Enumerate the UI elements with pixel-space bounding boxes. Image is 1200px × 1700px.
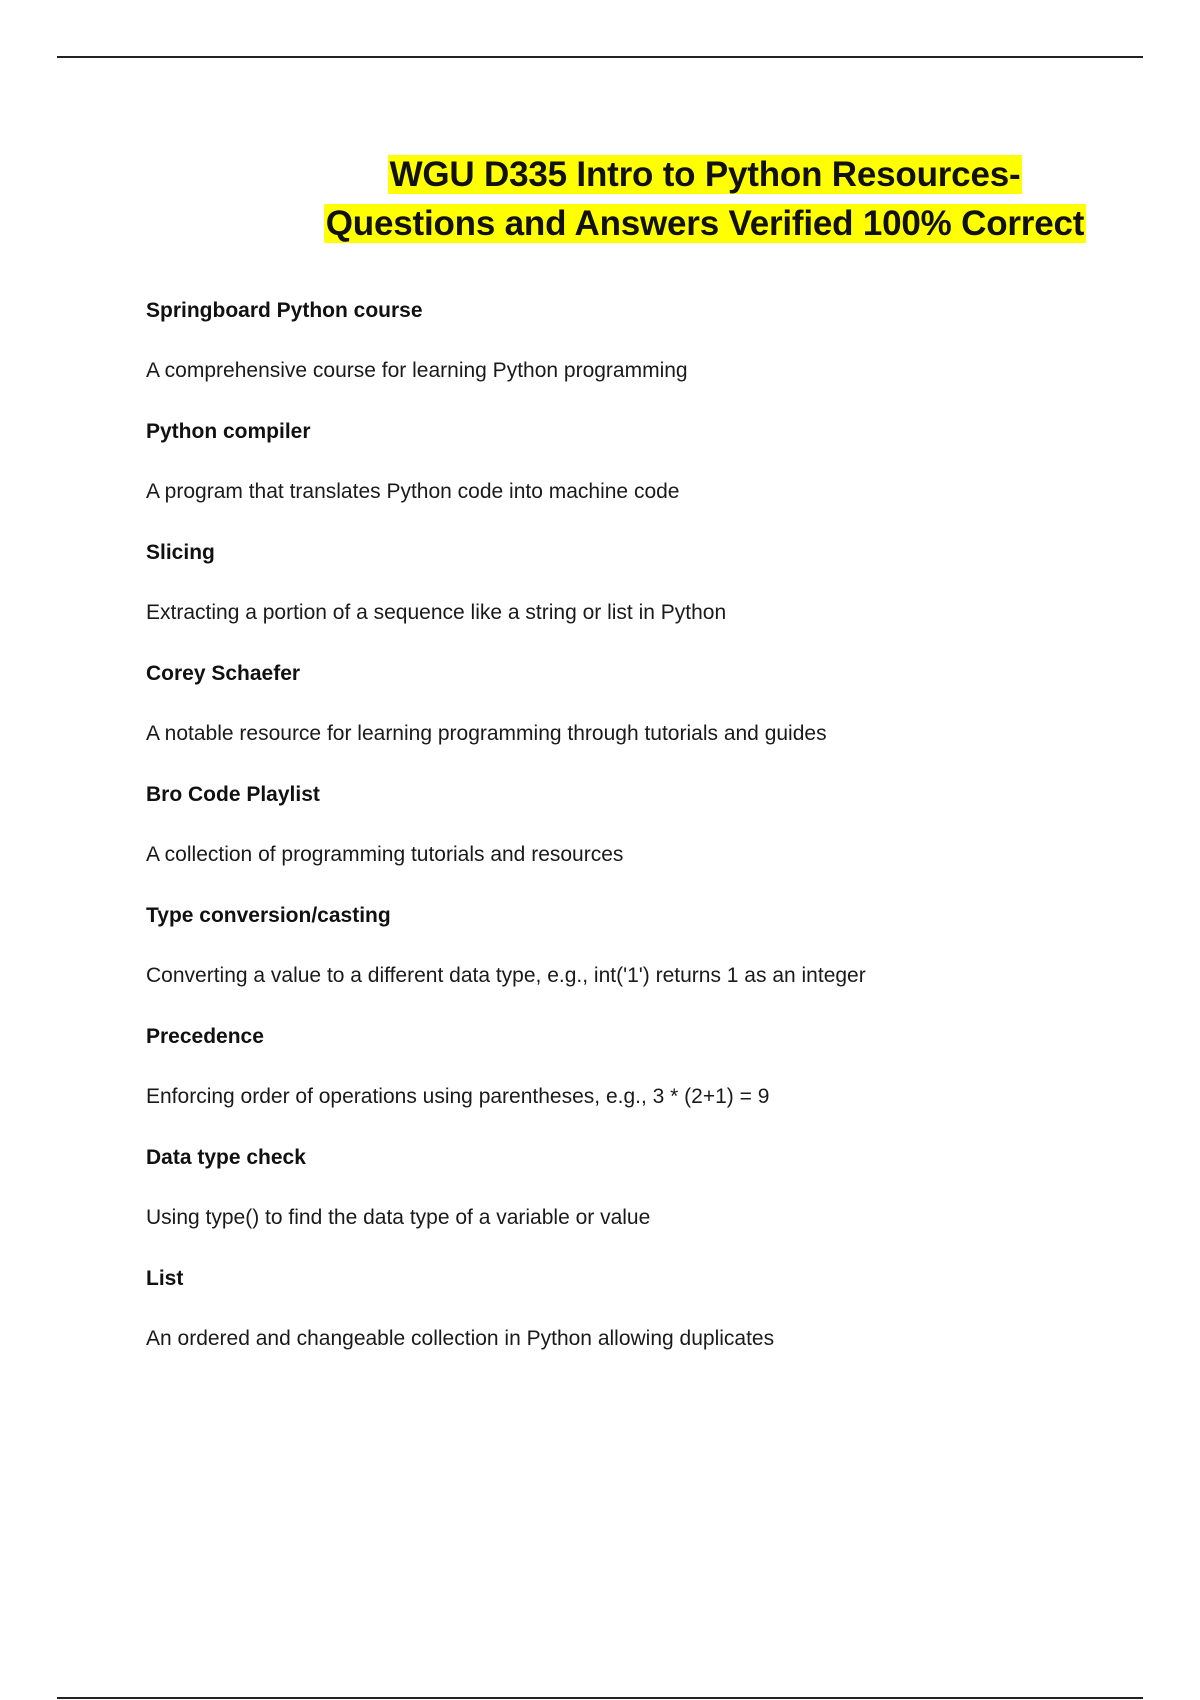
qa-item xyxy=(146,1022,1146,1143)
qa-definition: A notable resource for learning programming through tutorials and guides xyxy=(146,722,827,745)
qa-term: List xyxy=(146,1267,184,1290)
qa-item xyxy=(146,1264,1146,1385)
qa-item xyxy=(146,417,1146,538)
title-line-1 xyxy=(250,150,1160,199)
qa-item xyxy=(146,538,1146,659)
footer-rule xyxy=(57,1697,1143,1699)
qa-definition: An ordered and changeable collection in Python allowing duplicates xyxy=(146,1327,775,1350)
document-title xyxy=(250,150,1160,248)
qa-definition: Extracting a portion of a sequence like a string or list in Python xyxy=(146,601,727,624)
qa-definition: A program that translates Python code into machine code xyxy=(146,480,680,503)
qa-term: Bro Code Playlist xyxy=(146,783,320,806)
qa-definition: Enforcing order of operations using parentheses, e.g., 3 * (2+1) = 9 xyxy=(146,1085,770,1108)
header-rule xyxy=(57,56,1143,58)
title-line-2-text: Questions and Answers Verified 100% Correct xyxy=(325,204,1085,243)
qa-definition: Using type() to find the data type of a variable or value xyxy=(146,1206,651,1229)
qa-term: Data type check xyxy=(146,1146,306,1169)
qa-term: Type conversion/casting xyxy=(146,904,391,927)
title-line-1-text: WGU D335 Intro to Python Resources- xyxy=(389,155,1021,194)
qa-definition: A collection of programming tutorials and resources xyxy=(146,843,624,866)
qa-term: Python compiler xyxy=(146,420,311,443)
qa-term: Slicing xyxy=(146,541,215,564)
qa-definition: A comprehensive course for learning Python programming xyxy=(146,359,688,382)
qa-term: Springboard Python course xyxy=(146,299,423,322)
qa-item xyxy=(146,780,1146,901)
qa-definition: Converting a value to a different data type, e.g., int('1') returns 1 as an integer xyxy=(146,964,866,987)
qa-term: Corey Schaefer xyxy=(146,662,301,685)
qa-list xyxy=(146,296,1146,1385)
qa-term: Precedence xyxy=(146,1025,264,1048)
qa-item xyxy=(146,901,1146,1022)
qa-item xyxy=(146,659,1146,780)
qa-item xyxy=(146,1143,1146,1264)
qa-item xyxy=(146,296,1146,417)
title-line-2 xyxy=(250,199,1160,248)
